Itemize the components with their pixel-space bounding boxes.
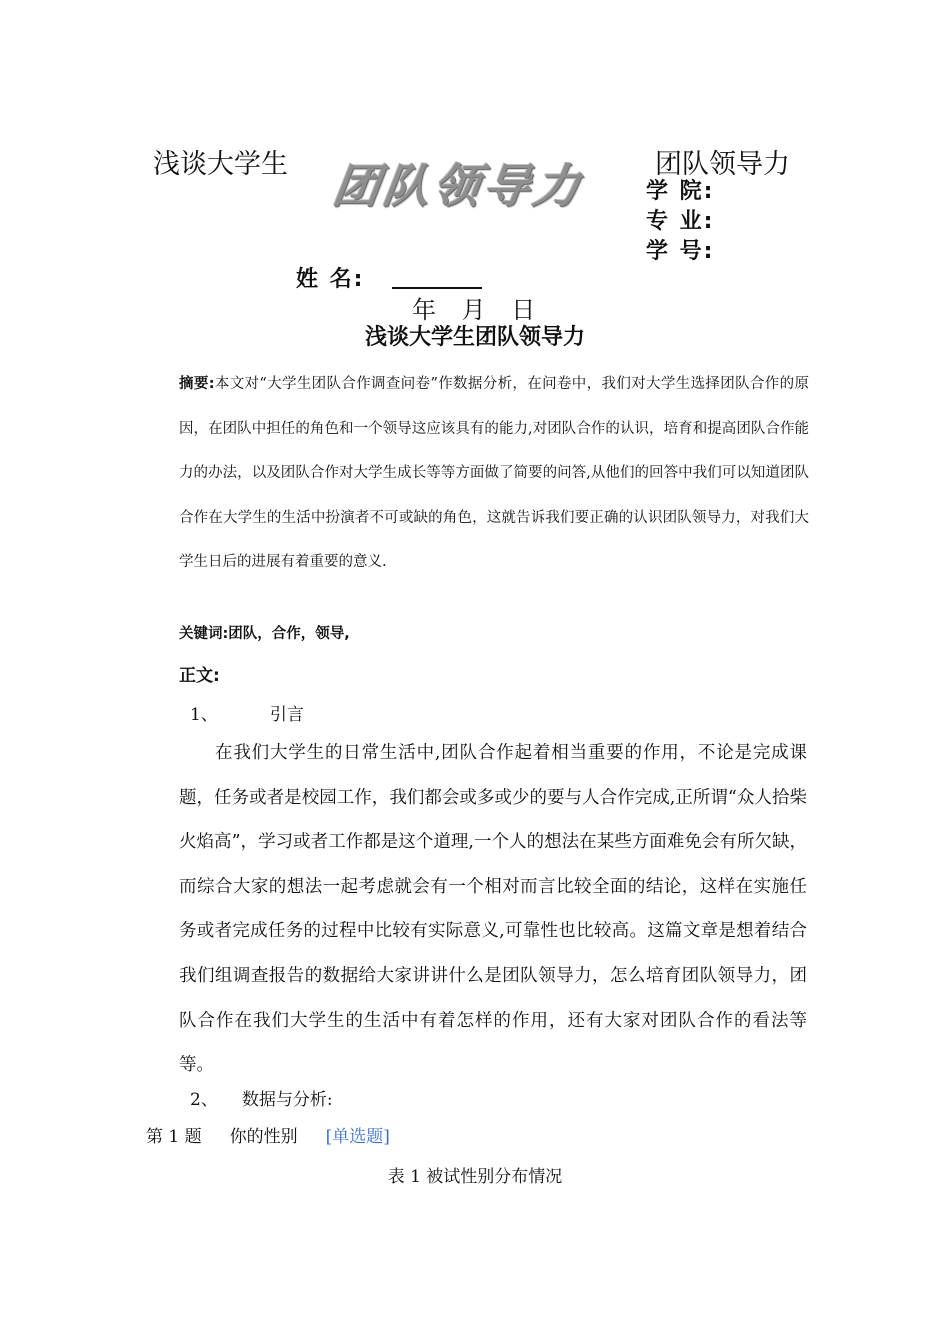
section-2-number: 2、 xyxy=(190,1090,218,1110)
abstract-label: 摘要: xyxy=(179,376,215,392)
keywords xyxy=(179,622,350,643)
name-underline xyxy=(392,287,482,289)
section-1-paragraph: 在我们大学生的日常生活中,团队合作起着相当重要的作用，不论是完成课题，任务或者是校园工作，我们都会或多或少的要与人合作完成,正所谓“众人拾柴火焰高”，学习或者工作都是这个道理,一个人的想法在某些方面难免会有所欠缺，而综合大家的想法一起考虑就会有一个相对而言比较全面的结论，这样在实施任务或者完成任务的过程中比较有实际意义,可靠性也比较高。这篇文章是想着结合我们组调查报告的数据给大家讲讲什么是团队领导力，怎么培育团队领导力，团队合作在我们大学生的生活中有着怎样的作用，还有大家对团队合作的看法等等。 xyxy=(179,743,807,1076)
college-label: 学 院: xyxy=(646,179,715,204)
section-2-heading xyxy=(190,1085,333,1110)
section-1-title: 引言 xyxy=(269,705,304,725)
date-line: 年 月 日 xyxy=(412,296,536,324)
cover-title-left: 浅谈大学生 xyxy=(153,149,288,180)
keywords-text: 关键词:团队，合作，领导, xyxy=(179,626,350,642)
student-id-label: 学 号: xyxy=(646,239,715,264)
cover-title-right: 团队领导力 xyxy=(655,149,790,180)
paper-title: 浅谈大学生团队领导力 xyxy=(364,325,585,350)
body-label: 正文: xyxy=(179,666,220,686)
major-label: 专 业: xyxy=(646,209,715,234)
question-1 xyxy=(146,1122,390,1147)
cover-art-title: 团队领导力 xyxy=(329,159,588,213)
name-label: 姓 名: xyxy=(296,267,365,292)
question-text: 你的性别 xyxy=(229,1127,298,1147)
section-1-number: 1、 xyxy=(190,705,218,725)
question-number: 第 1 题 xyxy=(146,1127,202,1147)
abstract-text: 本文对“大学生团队合作调查问卷”作数据分析，在问卷中，我们对大学生选择团队合作的原因，在团队中担任的角色和一个领导这应该具有的能力,对团队合作的认识，培育和提高团队合作能力的办法，以及团队合作对大学生成长等等方面做了简要的问答,从他们的回答中我们可以知道团队合作在大学生的生活中扮演者不可或缺的角色，这就告诉我们要正确的认识团队领导力，对我们大学生日后的进展有着重要的意义. xyxy=(179,376,809,571)
section-2-title: 数据与分析: xyxy=(241,1090,333,1110)
section-1-heading xyxy=(190,700,304,725)
abstract xyxy=(179,362,809,585)
table-caption: 表 1 被试性别分布情况 xyxy=(387,1167,563,1187)
question-type-tag: [单选题] xyxy=(325,1127,390,1147)
